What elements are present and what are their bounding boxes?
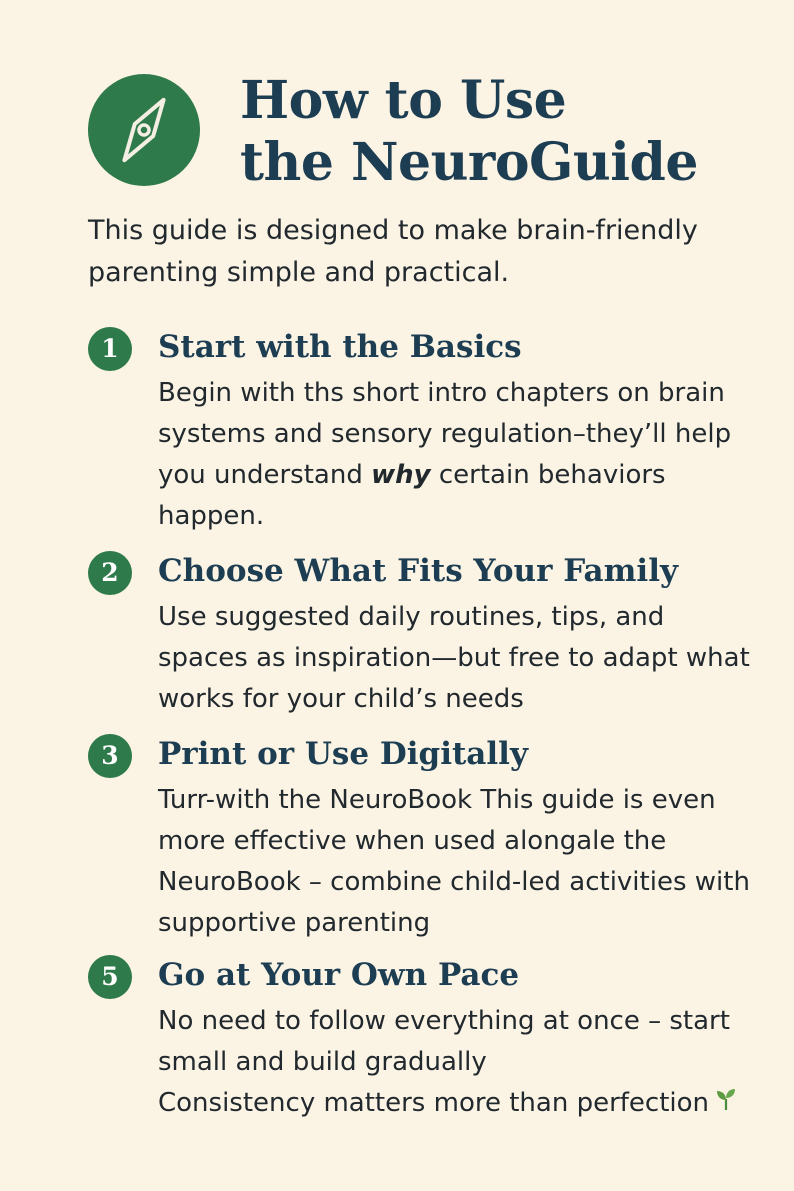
step-title: Choose What Fits Your Family	[158, 553, 678, 589]
intro-text: This guide is designed to make brain-friendly parenting simple and practical.	[88, 215, 698, 288]
step-description-part: Begin with ths short intro chapters on brain systems and sensory regulation–they’ll help you understand	[158, 378, 732, 490]
step-description	[158, 1001, 758, 1124]
step-number-badge: 2	[88, 551, 132, 595]
step-description: Use suggested daily routines, tips, and spaces as inspiration—but free to adapt what works for your child’s needs	[158, 602, 750, 714]
step-title: Start with the Basics	[158, 329, 522, 365]
compass-icon	[88, 74, 200, 186]
title-line-2: the NeuroGuide	[240, 132, 698, 193]
title-line-1: How to Use	[240, 70, 567, 131]
step-title: Print or Use Digitally	[158, 736, 528, 772]
step-emphasis: why	[371, 460, 431, 490]
step-description	[158, 373, 758, 537]
sprout-icon	[715, 1083, 737, 1124]
step-description-line: No need to follow everything at once – start small and build gradually	[158, 1006, 730, 1077]
header	[88, 70, 728, 200]
step-number-badge: 3	[88, 734, 132, 778]
step-description: Turr-with the NeuroBook This guide is even more effective when used alongale the NeuroBook – combine child-led activities with supportive parenting	[158, 785, 750, 938]
page-title	[240, 70, 698, 194]
step-number-badge: 1	[88, 327, 132, 371]
step-number-badge: 5	[88, 955, 132, 999]
step-description-part: certain behaviors happen.	[158, 460, 666, 531]
step-description-line: Consistency matters more than perfection	[158, 1088, 710, 1118]
step-title: Go at Your Own Pace	[158, 957, 520, 993]
